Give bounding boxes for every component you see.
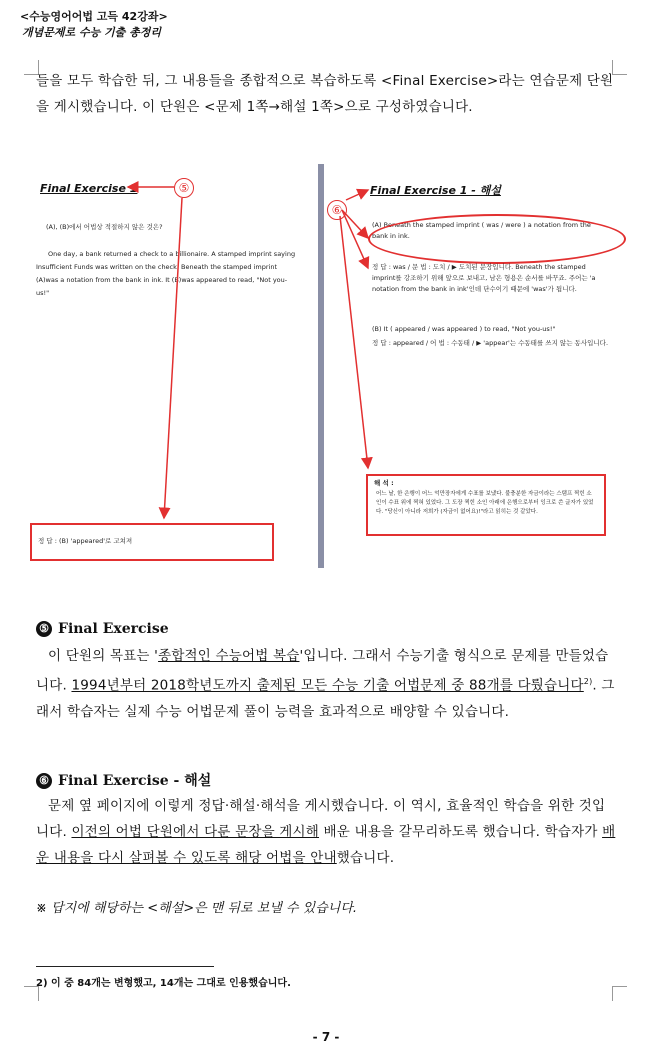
underlined-phrase: 종합적인 수능어법 복습 — [158, 648, 300, 664]
underlined-phrase: 이전의 어법 단원에서 다룬 문장을 게시해 — [71, 824, 320, 840]
text-run: 했습니다. — [336, 850, 395, 866]
section-heading-final-exercise — [36, 621, 169, 637]
page-number: - 7 - — [312, 1030, 340, 1044]
right-block-b: (B) It ( appeared / was appeared ) to read, "Not you-us!" — [372, 325, 556, 333]
underlined-phrase: 1994년부터 2018학년도까지 출제된 모든 수능 기출 어법문제 중 88개를 다뤘습니다 — [71, 677, 584, 694]
footnote-text: 2) 이 중 84개는 변형했고, 14개는 그대로 인용했습니다. — [36, 978, 291, 989]
spread-divider — [318, 164, 324, 568]
section-title: Final Exercise - 해설 — [58, 773, 212, 789]
section-number-badge: ⑤ — [36, 621, 52, 637]
translation-label: 해 석 : — [374, 479, 394, 487]
right-page-title: Final Exercise 1 - 해설 — [370, 184, 501, 197]
right-block-a-detail: 정 답 : was / 문 법 : 도치 / ▶ 도치된 문장입니다. Beneath the stamped imprint를 강조하기 위해 앞으로 보내고, 남은 형용은 순서를 바꾸죠. 주어는 'a notation from the bank in ink'인데 단수이기 때문에 'was'가 됩니다. — [372, 263, 596, 293]
right-marker-badge: ⑥ — [327, 200, 347, 220]
intro-paragraph: 들을 모두 학습한 뒤, 그 내용들을 종합적으로 복습하도록 <Final Exercise>라는 연습문제 단원을 게시했습니다. 이 단원은 <문제 1쪽→해설 1쪽>으로 구성하였습니다. — [36, 73, 614, 115]
text-run: '입니다. 그래서 수능기출 형식으로 문제를 만들었습니다. — [36, 648, 609, 694]
note-line: ※ 답지에 해당하는 <해설>은 맨 뒤로 보낼 수 있습니다. — [36, 901, 358, 916]
section6-body — [36, 793, 616, 871]
text-run: 배운 내용을 갈무리하도록 했습니다. 학습자가 — [319, 824, 603, 840]
text-run: . 그래서 학습자는 실제 수능 어법문제 풀이 능력을 효과적으로 배양할 수 있습니다. — [36, 677, 615, 720]
running-header: <수능영어어법 고득 42강좌> — [20, 10, 168, 23]
crop-mark-bottom-right — [612, 986, 627, 1001]
left-answer: 정 답 : (B) 'appeared'로 고쳐져 — [38, 537, 133, 545]
translation-text: 어느 날, 한 은행이 어느 억만장자에게 수표를 보냈다. 불충분한 자금이라는 스탬프 찍힌 소인이 수표 위에 찍혀 있었다. 그 도장 찍힌 소인 아래에 은행으로부터 잉크로 쓴 글자가 있었다. "당신이 아니라 저희가 (자금이 없어요)!"라고 읽히는 것 같았다. — [376, 491, 594, 515]
underlined-phrase: 배운 내용을 다시 살펴볼 수 있도록 해당 어법을 안내 — [36, 824, 616, 866]
footnote-rule — [36, 966, 214, 967]
text-run: 이 단원의 목표는 ' — [48, 648, 159, 664]
footnote-marker[interactable]: 2) — [583, 677, 593, 686]
section-number-badge: ⑥ — [36, 773, 52, 789]
left-question: (A), (B)에서 어법상 적절하지 않은 것은? — [46, 223, 163, 231]
text-run: 문제 옆 페이지에 이렇게 정답·해설·해석을 게시했습니다. 이 역시, 효율적인 학습을 위한 것입니다. — [36, 798, 606, 840]
section-heading-final-exercise-commentary — [36, 770, 211, 790]
left-marker-badge: ⑤ — [174, 178, 194, 198]
right-block-b-detail: 정 답 : appeared / 어 법 : 수동태 / ▶ 'appear'는 수동태를 쓰지 않는 동사입니다. — [372, 339, 609, 347]
left-passage: One day, a bank returned a check to a billionaire. A stamped imprint saying Insufficient Funds was written on the check. Beneath the stamped imprint (A)was a notation from the bank in ink. It (B)was appeared to read, "Not you-us!" — [36, 250, 296, 297]
right-block-a: (A) Beneath the stamped imprint ( was / were ) a notation from the bank in ink. — [372, 221, 591, 240]
section5-body — [36, 643, 616, 725]
section-title: Final Exercise — [58, 621, 169, 637]
left-page-title: Final Exercise 1 — [40, 182, 138, 195]
running-subheader: 개념문제로 수능 기출 총정리 — [22, 26, 161, 39]
